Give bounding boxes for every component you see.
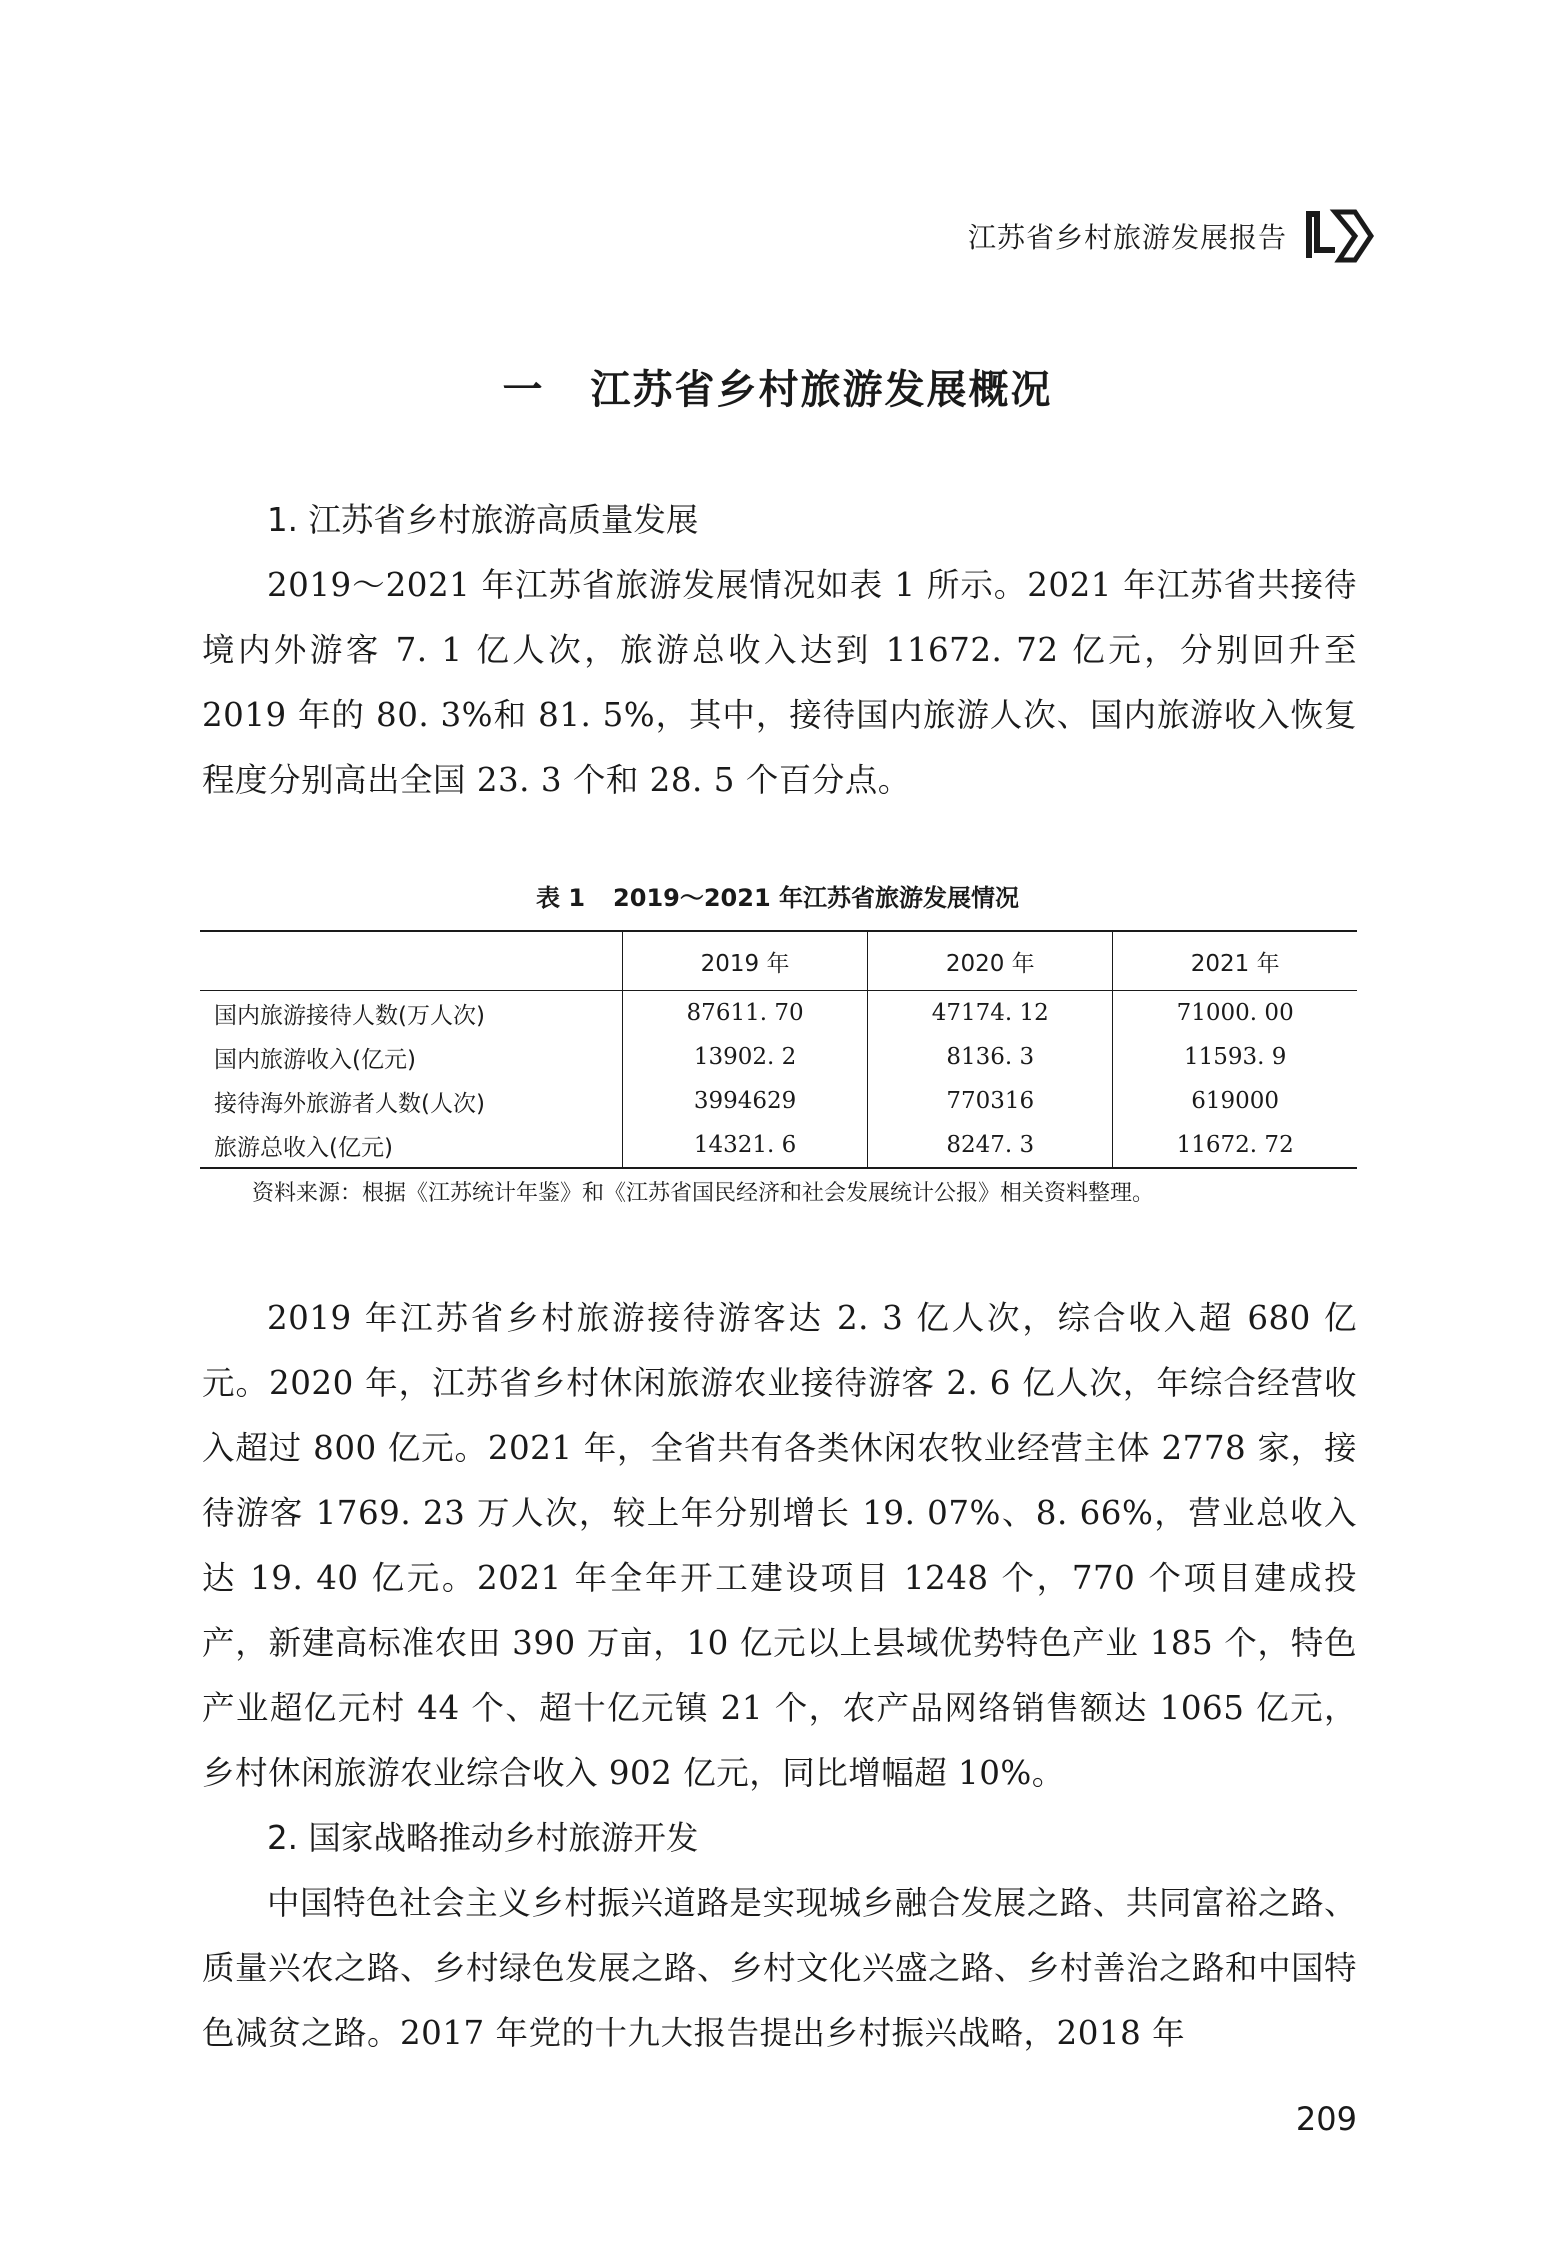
section-title-text: 江苏省乡村旅游发展概况: [590, 367, 1053, 413]
subheading-1: 1. 江苏省乡村旅游高质量发展: [267, 501, 699, 539]
table-cell: 11672. 72: [1113, 1123, 1357, 1168]
table-cell: 8136. 3: [868, 1035, 1113, 1079]
table-cell: 国内旅游接待人数(万人次): [214, 1002, 485, 1029]
main-text-block: [202, 1286, 1357, 2066]
table-row: [200, 1123, 1357, 1168]
table-cell: 71000. 00: [1113, 991, 1357, 1036]
table-cell: 619000: [1113, 1079, 1357, 1123]
table-cell: 14321. 6: [623, 1123, 868, 1168]
subheading-2: 2. 国家战略推动乡村旅游开发: [267, 1819, 699, 1857]
table-cell: 11593. 9: [1113, 1035, 1357, 1079]
table-cell: 8247. 3: [868, 1123, 1113, 1168]
running-head-title: 江苏省乡村旅游发展报告: [967, 221, 1287, 254]
table-source-note: 资料来源：根据《江苏统计年鉴》和《江苏省国民经济和社会发展统计公报》相关资料整理。: [252, 1181, 1155, 1206]
table-caption-label: 表 1: [535, 884, 586, 912]
table-header-cell: 2019 年: [623, 931, 868, 991]
table-row: [200, 991, 1357, 1036]
table-header-row: [200, 931, 1357, 991]
table-row: [200, 1079, 1357, 1123]
table-header-cell: 2020 年: [868, 931, 1113, 991]
table-cell: 87611. 70: [623, 991, 868, 1036]
table-cell: 47174. 12: [868, 991, 1113, 1036]
table-cell: 旅游总收入(亿元): [200, 1123, 623, 1168]
table-caption-title: 2019～2021 年江苏省旅游发展情况: [613, 884, 1019, 912]
paragraph-1: 2019～2021 年江苏省旅游发展情况如表 1 所示。2021 年江苏省共接待境内外游客 7. 1 亿人次，旅游总收入达到 11672. 72 亿元，分别回升至 2019 年的 80. 3%和 81. 5%，其中，接待国内旅游人次、国内旅游收入恢复程度分别高出全国 23. 3 个和 28. 5 个百分点。: [202, 566, 1357, 799]
table-cell: 3994629: [623, 1079, 868, 1123]
table-caption: [0, 878, 1555, 913]
paragraph-2: 2019 年江苏省乡村旅游接待游客达 2. 3 亿人次，综合收入超 680 亿元。2020 年，江苏省乡村休闲旅游农业接待游客 2. 6 亿人次，年综合经营收入超过 800 亿元。2021 年，全省共有各类休闲农牧业经营主体 2778 家，接待游客 1769. 23 万人次，较上年分别增长 19. 07%、8. 66%，营业总收入达 19. 40 亿元。2021 年全年开工建设项目 1248 个，770 个项目建成投产，新建高标准农田 390 万亩，10 亿元以上县域优势特色产业 185 个，特色产业超亿元村 44 个、超十亿元镇 21 个，农产品网络销售额达 1065 亿元，乡村休闲旅游农业综合收入 902 亿元，同比增幅超 10%。: [202, 1299, 1357, 1792]
table-header-cell: [200, 931, 623, 991]
running-head: [968, 208, 1375, 264]
page-number: 209: [1295, 2100, 1357, 2138]
section-number: 一: [502, 367, 545, 413]
intro-block: [202, 488, 1357, 813]
table-cell: 770316: [868, 1079, 1113, 1123]
table-cell: 国内旅游收入(亿元): [214, 1046, 416, 1073]
section-title: [0, 358, 1555, 415]
table-row: [200, 1035, 1357, 1079]
table-header-cell: 2021 年: [1113, 931, 1357, 991]
chapter-arrow-icon: [1305, 208, 1375, 264]
table-cell: 接待海外旅游者人数(人次): [214, 1090, 485, 1117]
table-cell: 13902. 2: [623, 1035, 868, 1079]
tourism-table: [200, 930, 1357, 1169]
paragraph-3: 中国特色社会主义乡村振兴道路是实现城乡融合发展之路、共同富裕之路、质量兴农之路、乡村绿色发展之路、乡村文化兴盛之路、乡村善治之路和中国特色减贫之路。2017 年党的十九大报告提出乡村振兴战略，2018 年: [202, 1884, 1358, 2052]
